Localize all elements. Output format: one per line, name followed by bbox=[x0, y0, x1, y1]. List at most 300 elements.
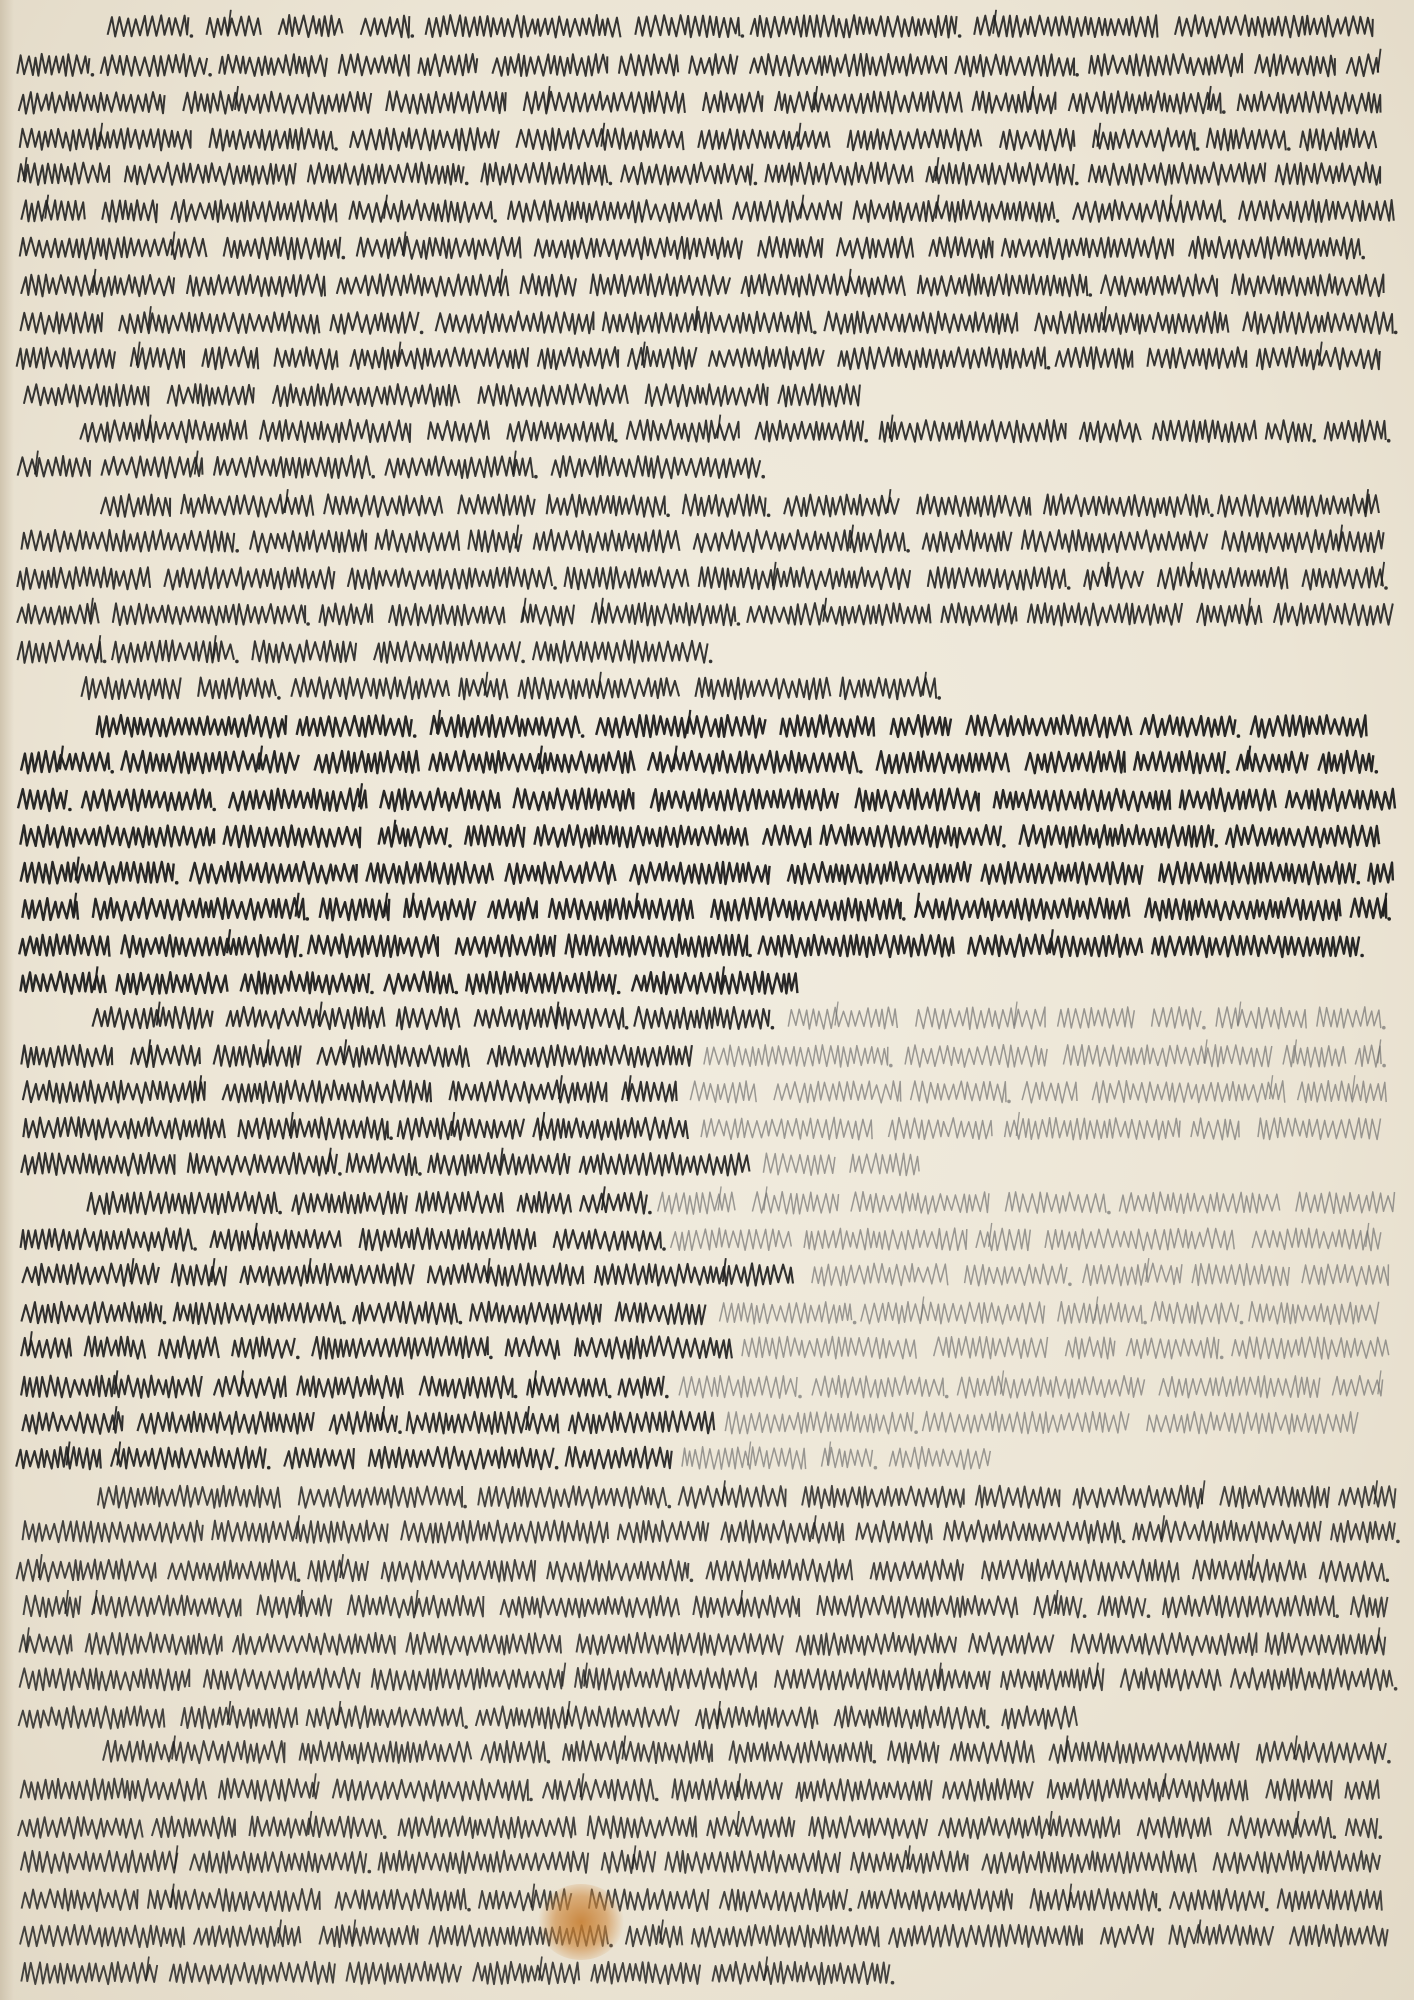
scribble-word bbox=[694, 530, 906, 552]
punctuation-mark bbox=[1196, 147, 1200, 151]
punctuation-mark bbox=[1056, 219, 1060, 223]
scribble-word bbox=[488, 898, 537, 920]
scribble-word bbox=[944, 1521, 1121, 1543]
scribble-word bbox=[911, 1081, 1006, 1103]
scribble-word bbox=[951, 1741, 1035, 1763]
scribble-word bbox=[1232, 274, 1384, 296]
punctuation-mark bbox=[737, 622, 741, 626]
scribble-word bbox=[837, 237, 913, 259]
punctuation-mark bbox=[1122, 1540, 1126, 1544]
punctuation-mark bbox=[1047, 366, 1051, 370]
scribble-word bbox=[330, 1412, 398, 1434]
punctuation-mark bbox=[902, 917, 906, 921]
scribble-word bbox=[1133, 1521, 1321, 1543]
scribble-word bbox=[297, 1376, 403, 1398]
scribble-word bbox=[751, 15, 957, 37]
scribble-word bbox=[976, 1486, 1060, 1508]
scribble-word bbox=[1368, 863, 1393, 884]
scribble-word bbox=[575, 1668, 756, 1690]
scribble-word bbox=[1063, 1045, 1271, 1067]
scribble-word bbox=[1258, 1118, 1381, 1140]
scribble-word bbox=[1048, 1779, 1248, 1801]
punctuation-mark bbox=[1384, 586, 1388, 590]
scribble-word bbox=[209, 128, 333, 150]
scribble-word bbox=[378, 1851, 588, 1873]
scribble-word bbox=[19, 92, 165, 114]
scribble-word bbox=[1339, 1486, 1396, 1508]
punctuation-mark bbox=[1335, 1614, 1339, 1618]
punctuation-mark bbox=[906, 549, 910, 553]
scribble-word bbox=[1163, 1596, 1334, 1618]
scribble-word bbox=[22, 1412, 122, 1434]
scribble-word bbox=[577, 1633, 783, 1655]
scribble-word bbox=[689, 54, 738, 75]
scribble-word bbox=[249, 1816, 381, 1838]
scribble-word bbox=[891, 715, 951, 737]
scribble-word bbox=[575, 1336, 732, 1358]
scribble-word bbox=[375, 530, 459, 552]
punctuation-mark bbox=[306, 622, 310, 626]
scribble-word bbox=[428, 1263, 583, 1285]
scribble-word bbox=[855, 789, 978, 811]
scribble-word bbox=[138, 1412, 314, 1434]
scribble-word bbox=[1153, 420, 1256, 442]
scribble-word bbox=[775, 1669, 990, 1691]
scribble-word bbox=[1134, 751, 1225, 773]
scribble-word bbox=[20, 972, 105, 994]
scribble-word bbox=[21, 1302, 161, 1324]
scribble-word bbox=[23, 1117, 225, 1139]
scribble-word bbox=[183, 91, 371, 113]
scribble-word bbox=[17, 603, 99, 624]
scribble-word bbox=[817, 1596, 1017, 1618]
scribble-word bbox=[741, 274, 905, 296]
punctuation-mark bbox=[1067, 586, 1071, 590]
scribble-word bbox=[349, 200, 492, 222]
scribble-word bbox=[712, 1962, 889, 1984]
scribble-word bbox=[17, 54, 89, 76]
punctuation-mark bbox=[665, 1395, 669, 1399]
scribble-word bbox=[889, 1118, 993, 1140]
scribble-word bbox=[621, 163, 752, 185]
scribble-word bbox=[1239, 200, 1394, 222]
punctuation-mark bbox=[648, 1211, 652, 1215]
punctuation-mark bbox=[771, 1026, 775, 1030]
scribble-word bbox=[535, 237, 742, 259]
scribble-word bbox=[618, 1376, 663, 1398]
scribble-word bbox=[87, 1192, 277, 1214]
scribble-word bbox=[1169, 1925, 1273, 1947]
scribble-word bbox=[1283, 1046, 1346, 1068]
punctuation-mark bbox=[1375, 770, 1379, 774]
scribble-word bbox=[401, 1521, 608, 1543]
scribble-word bbox=[1347, 54, 1379, 76]
scribble-word bbox=[475, 1007, 624, 1029]
punctuation-mark bbox=[455, 991, 459, 995]
punctuation-mark bbox=[1361, 256, 1365, 260]
scribble-word bbox=[590, 274, 730, 296]
scribble-word bbox=[1025, 751, 1124, 773]
punctuation-mark bbox=[1379, 1835, 1383, 1839]
scribble-word bbox=[1232, 1337, 1389, 1359]
scribble-word bbox=[1089, 54, 1242, 76]
scribble-word bbox=[250, 530, 366, 552]
punctuation-mark bbox=[1382, 1064, 1386, 1068]
scribble-word bbox=[1001, 1668, 1104, 1690]
scribble-word bbox=[181, 495, 313, 517]
punctuation-mark bbox=[296, 1356, 300, 1360]
scribble-word bbox=[1351, 1595, 1388, 1617]
scribble-word bbox=[1002, 1706, 1077, 1728]
scribble-word bbox=[516, 128, 683, 150]
scribble-word bbox=[1252, 1228, 1381, 1250]
scribble-word bbox=[507, 420, 613, 442]
punctuation-mark bbox=[398, 1430, 402, 1434]
scribble-word bbox=[312, 1337, 488, 1359]
punctuation-mark bbox=[235, 660, 239, 664]
scribble-word bbox=[602, 1851, 656, 1873]
scribble-word bbox=[101, 457, 202, 479]
scribble-word bbox=[257, 1595, 331, 1617]
scribble-word bbox=[1022, 530, 1208, 552]
scribble-word bbox=[1055, 347, 1132, 369]
scribble-word bbox=[1101, 1925, 1154, 1947]
scribble-word bbox=[488, 1045, 692, 1067]
scribble-word bbox=[1141, 715, 1236, 737]
punctuation-mark bbox=[175, 881, 179, 885]
scribble-word bbox=[347, 1153, 417, 1175]
punctuation-mark bbox=[849, 1908, 853, 1912]
scribble-word bbox=[380, 789, 500, 811]
scribble-word bbox=[696, 1706, 818, 1728]
scribble-word bbox=[1191, 1118, 1239, 1140]
scribble-word bbox=[428, 1153, 570, 1175]
scribble-word bbox=[202, 347, 258, 369]
punctuation-mark bbox=[937, 696, 941, 700]
scribble-word bbox=[707, 1817, 794, 1838]
punctuation-mark bbox=[383, 1835, 387, 1839]
scribble-word bbox=[20, 1668, 190, 1690]
scribble-word bbox=[418, 54, 477, 76]
scribble-word bbox=[21, 1962, 157, 1984]
scribble-word bbox=[21, 1228, 193, 1250]
scribble-word bbox=[580, 1192, 647, 1214]
scribble-word bbox=[861, 1302, 1045, 1324]
scribble-word bbox=[588, 1816, 697, 1838]
scribble-word bbox=[1145, 898, 1340, 920]
scribble-word bbox=[219, 1779, 319, 1801]
scribble-ascender bbox=[1378, 49, 1381, 73]
punctuation-mark bbox=[306, 917, 310, 921]
scribble-word bbox=[632, 972, 798, 994]
scribble-word bbox=[188, 1153, 337, 1175]
punctuation-mark bbox=[464, 1725, 468, 1729]
punctuation-mark bbox=[193, 1247, 197, 1251]
scribble-word bbox=[1332, 1376, 1382, 1396]
scribble-word bbox=[518, 1192, 572, 1213]
scribble-word bbox=[521, 274, 577, 296]
scribble-word bbox=[923, 530, 1012, 552]
scribble-word bbox=[563, 1741, 712, 1763]
scribble-word bbox=[552, 456, 761, 478]
scribble-word bbox=[693, 1596, 799, 1618]
punctuation-mark bbox=[267, 1466, 271, 1470]
scribble-word bbox=[308, 935, 438, 957]
scribble-word bbox=[679, 1486, 786, 1508]
scribble-word bbox=[350, 347, 528, 369]
scribble-word bbox=[543, 1779, 654, 1801]
scribble-word bbox=[121, 935, 298, 957]
scribble-word bbox=[618, 1521, 709, 1543]
scribble-word bbox=[459, 678, 508, 699]
scribble-word bbox=[1147, 1412, 1358, 1434]
scribble-word bbox=[1226, 825, 1379, 847]
punctuation-mark bbox=[371, 475, 375, 479]
scribble-word bbox=[1005, 1118, 1180, 1140]
scribble-word bbox=[1213, 1851, 1380, 1873]
scribble-word bbox=[428, 421, 489, 442]
punctuation-mark bbox=[690, 1579, 694, 1583]
scribble-word bbox=[824, 312, 1017, 334]
scribble-word bbox=[308, 1560, 368, 1582]
scribble-word bbox=[407, 1412, 559, 1434]
scribble-word bbox=[319, 1925, 418, 1947]
scribble-word bbox=[804, 1228, 967, 1250]
scribble-word bbox=[1049, 1741, 1238, 1763]
scribble-word bbox=[152, 1816, 235, 1838]
scribble-word bbox=[108, 15, 189, 36]
scribble-word bbox=[1298, 1081, 1387, 1103]
punctuation-mark bbox=[655, 1798, 659, 1802]
punctuation-mark bbox=[235, 549, 239, 553]
scribble-word bbox=[1152, 936, 1359, 957]
scribble-word bbox=[1093, 128, 1195, 150]
scribble-word bbox=[429, 751, 635, 773]
scribble-word bbox=[360, 1228, 536, 1250]
scribble-word bbox=[547, 1560, 688, 1582]
scribble-word bbox=[671, 1228, 792, 1250]
scribble-word bbox=[181, 1706, 297, 1728]
punctuation-mark bbox=[1360, 954, 1364, 958]
scribble-word bbox=[709, 347, 824, 369]
scribble-word bbox=[232, 1337, 295, 1359]
scribble-word bbox=[858, 1889, 1012, 1911]
scribble-word bbox=[1121, 1668, 1221, 1690]
scribble-word bbox=[339, 54, 409, 76]
scribble-ascender bbox=[392, 820, 395, 844]
scribble-word bbox=[315, 751, 419, 773]
scribble-word bbox=[18, 789, 67, 811]
scribble-word bbox=[595, 1263, 793, 1285]
scribble-word bbox=[24, 1596, 81, 1618]
punctuation-mark bbox=[555, 1466, 559, 1470]
scribble-word bbox=[476, 1706, 679, 1728]
punctuation-mark bbox=[1394, 1687, 1398, 1691]
scribble-word bbox=[929, 237, 993, 258]
punctuation-mark bbox=[1222, 110, 1226, 114]
punctuation-mark bbox=[190, 34, 194, 38]
punctuation-mark bbox=[891, 1981, 895, 1985]
punctuation-mark bbox=[1382, 1026, 1386, 1030]
punctuation-mark bbox=[91, 73, 95, 77]
scribble-word bbox=[357, 237, 521, 259]
scribble-word bbox=[763, 1153, 835, 1175]
scribble-word bbox=[1000, 129, 1075, 151]
scribble-word bbox=[626, 1925, 683, 1947]
scribble-word bbox=[22, 1889, 138, 1911]
scribble-word bbox=[1274, 603, 1393, 625]
scribble-word bbox=[170, 1962, 335, 1984]
scribble-word bbox=[850, 1153, 919, 1175]
scribble-word bbox=[1346, 1818, 1378, 1838]
scribble-word bbox=[1255, 54, 1335, 76]
scribble-ascender bbox=[916, 893, 919, 917]
scribble-ascender bbox=[60, 746, 63, 770]
punctuation-mark bbox=[1007, 1100, 1011, 1104]
punctuation-mark bbox=[668, 1505, 672, 1509]
scribble-word bbox=[436, 312, 594, 334]
punctuation-mark bbox=[662, 1247, 666, 1251]
scribble-word bbox=[1126, 1337, 1218, 1358]
scribble-word bbox=[725, 1412, 913, 1434]
punctuation-mark bbox=[986, 1725, 990, 1729]
scribble-word bbox=[93, 1007, 213, 1029]
scribble-word bbox=[252, 641, 356, 663]
scribble-word bbox=[1034, 1595, 1081, 1617]
scribble-word bbox=[1286, 789, 1395, 811]
punctuation-mark bbox=[813, 331, 817, 335]
scribble-word bbox=[569, 1411, 715, 1433]
scribble-word bbox=[1152, 1007, 1201, 1029]
scribble-word bbox=[969, 1633, 1054, 1655]
punctuation-mark bbox=[534, 475, 538, 479]
scribble-word bbox=[603, 312, 812, 334]
scribble-word bbox=[596, 715, 765, 737]
scribble-word bbox=[566, 935, 748, 957]
scribble-word bbox=[1080, 420, 1141, 442]
scribble-word bbox=[98, 1486, 280, 1508]
scribble-word bbox=[533, 1118, 688, 1140]
scribble-word bbox=[465, 825, 524, 846]
scribble-word bbox=[324, 494, 442, 516]
scribble-word bbox=[1058, 1007, 1135, 1028]
scribble-word bbox=[939, 1816, 1120, 1838]
scribble-word bbox=[21, 1045, 112, 1067]
scribble-word bbox=[17, 348, 115, 370]
scribble-word bbox=[1089, 163, 1266, 185]
scribble-word bbox=[204, 1668, 360, 1690]
scribble-word bbox=[1159, 862, 1355, 884]
punctuation-mark bbox=[1147, 1614, 1151, 1618]
scribble-word bbox=[1119, 1192, 1279, 1213]
punctuation-mark bbox=[1002, 844, 1006, 848]
scribble-word bbox=[23, 1521, 203, 1543]
punctuation-mark bbox=[1107, 1211, 1111, 1215]
scribble-word bbox=[1002, 237, 1173, 259]
scribble-word bbox=[851, 1192, 989, 1214]
scribble-word bbox=[1290, 1925, 1388, 1947]
scribble-word bbox=[1083, 1263, 1182, 1285]
scribble-word bbox=[214, 1376, 286, 1398]
punctuation-mark bbox=[370, 991, 374, 995]
scribble-word bbox=[320, 898, 390, 920]
punctuation-mark bbox=[1387, 917, 1391, 921]
scribble-word bbox=[131, 1045, 200, 1067]
scribble-word bbox=[198, 678, 276, 699]
punctuation-mark bbox=[514, 1395, 518, 1399]
scribble-word bbox=[397, 1007, 460, 1029]
scribble-word bbox=[838, 347, 1045, 369]
scribble-word bbox=[957, 1376, 1144, 1398]
scribble-word bbox=[238, 1117, 388, 1139]
scribble-word bbox=[514, 789, 634, 811]
scribble-word bbox=[1278, 1889, 1382, 1911]
scribble-word bbox=[478, 1486, 666, 1508]
scribble-word bbox=[742, 1337, 916, 1359]
punctuation-mark bbox=[1215, 844, 1219, 848]
scribble-word bbox=[468, 530, 521, 552]
scribble-word bbox=[854, 200, 1055, 222]
scribble-word bbox=[1231, 1668, 1393, 1690]
scribble-word bbox=[981, 862, 1142, 884]
scribble-word bbox=[20, 128, 191, 150]
scribble-word bbox=[880, 420, 1066, 442]
scribble-word bbox=[473, 1962, 579, 1984]
scribble-word bbox=[233, 1633, 395, 1655]
scribble-word bbox=[478, 384, 628, 406]
scribble-word bbox=[835, 1707, 985, 1729]
scribble-word bbox=[1045, 1228, 1234, 1250]
scribble-word bbox=[840, 677, 936, 699]
scribble-word bbox=[1189, 237, 1360, 259]
scribble-word bbox=[21, 862, 174, 884]
scribble-word bbox=[18, 456, 91, 477]
scribble-word bbox=[1216, 1007, 1306, 1029]
scribble-word bbox=[93, 898, 304, 920]
scribble-word bbox=[1005, 1192, 1106, 1213]
scribble-word bbox=[1318, 751, 1373, 773]
scribble-word bbox=[274, 347, 337, 369]
scribble-word bbox=[241, 972, 369, 994]
scribble-word bbox=[758, 237, 822, 258]
punctuation-mark bbox=[463, 1505, 467, 1509]
punctuation-mark bbox=[873, 1760, 877, 1764]
scribble-ascender bbox=[635, 893, 638, 917]
scribble-word bbox=[330, 312, 418, 334]
scribble-word bbox=[1020, 825, 1214, 847]
scribble-word bbox=[943, 1779, 1033, 1801]
scribble-word bbox=[796, 1633, 956, 1655]
punctuation-mark bbox=[1089, 293, 1093, 297]
scribble-word bbox=[683, 495, 766, 517]
punctuation-mark bbox=[389, 1136, 393, 1140]
scribble-word bbox=[820, 825, 1001, 847]
scribble-word bbox=[706, 1559, 852, 1581]
scribble-word bbox=[701, 1117, 872, 1139]
scribble-word bbox=[1044, 494, 1209, 516]
scribble-word bbox=[1218, 495, 1379, 517]
scribble-word bbox=[630, 862, 770, 884]
scribble-word bbox=[21, 1851, 178, 1873]
scribble-word bbox=[1180, 789, 1276, 811]
scribble-ascender bbox=[95, 966, 98, 990]
scribble-word bbox=[22, 1264, 159, 1286]
scribble-word bbox=[698, 129, 829, 149]
punctuation-mark bbox=[1226, 770, 1230, 774]
scribble-word bbox=[21, 1779, 207, 1801]
scribble-word bbox=[923, 1412, 1129, 1434]
punctuation-mark bbox=[853, 1321, 857, 1325]
